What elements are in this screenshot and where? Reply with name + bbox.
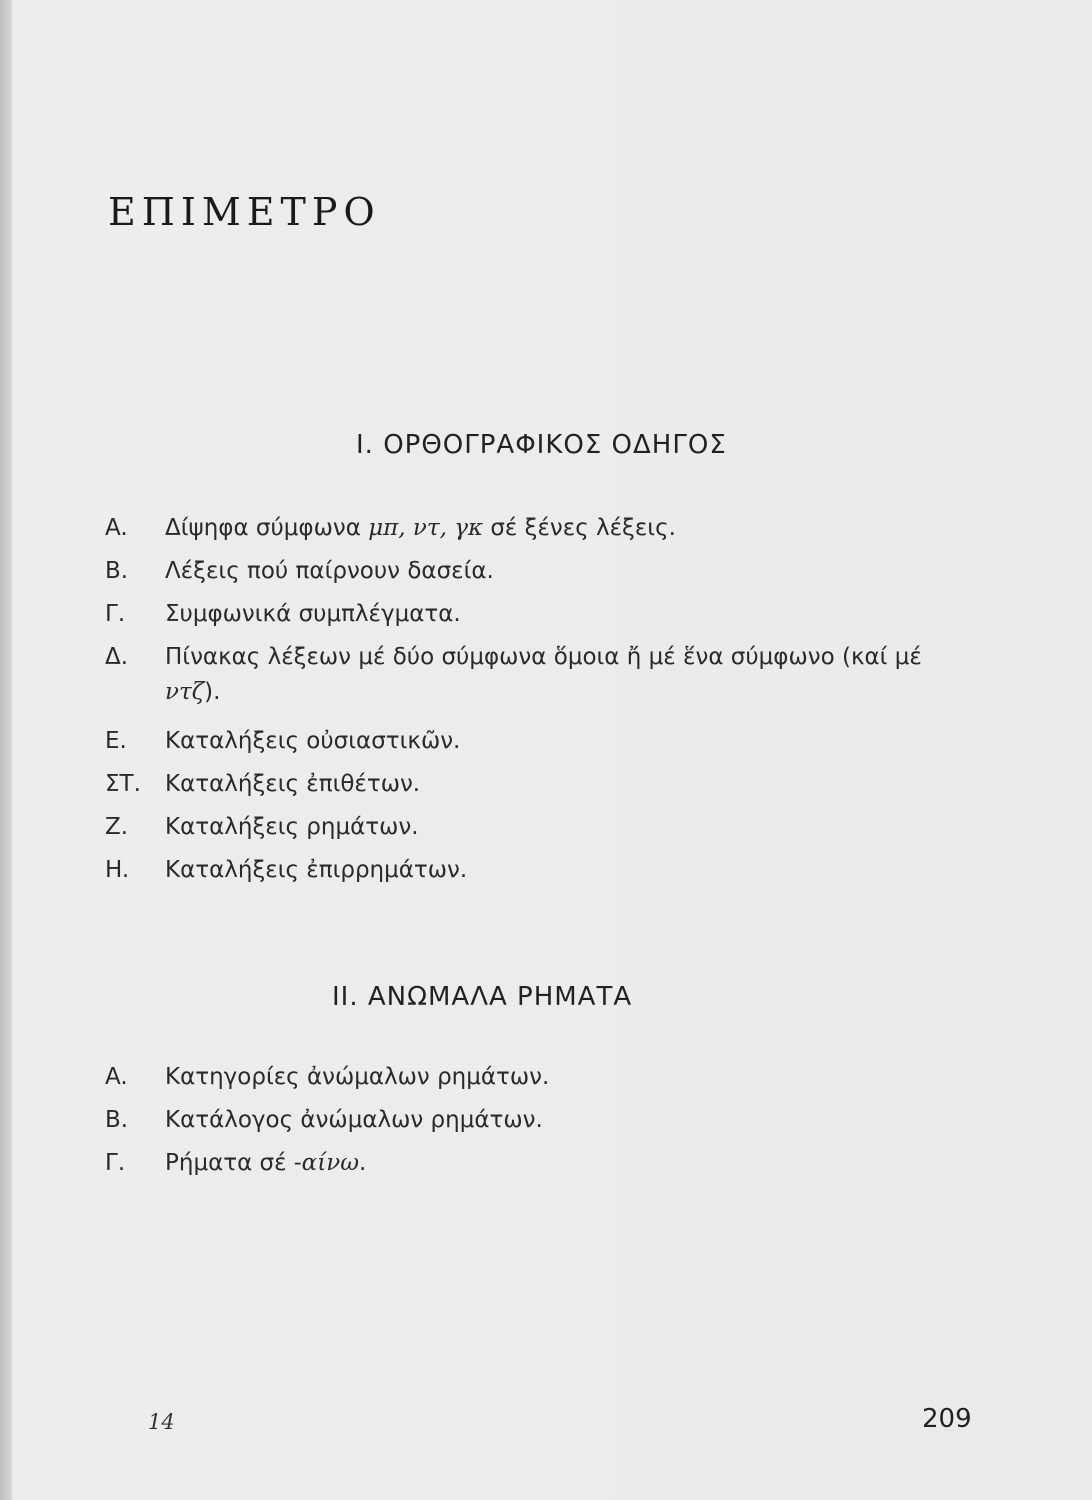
orthography-contents-list bbox=[105, 517, 925, 902]
list-item bbox=[105, 646, 925, 710]
list-item bbox=[105, 517, 925, 540]
irregular-verbs-contents-list bbox=[105, 1066, 925, 1195]
item-text: Καταλήξεις ἐπιθέτων. bbox=[165, 771, 421, 797]
item-letter: H. bbox=[105, 857, 130, 883]
list-item bbox=[105, 603, 925, 626]
item-letter: A. bbox=[105, 1064, 128, 1090]
section-heading-irregular-verbs: II. ΑΝΩΜΑΛΑ ΡΗΜΑΤΑ bbox=[332, 982, 633, 1012]
item-letter: A. bbox=[105, 515, 128, 541]
item-text: Δίψηφα σύμφωνα μπ, ντ, γκ σέ ξένες λέξεις. bbox=[165, 515, 676, 541]
item-text: Πίνακας λέξεων μέ δύο σύμφωνα ὅμοια ἤ μέ ἕνα σύμφωνο (καί μέ ντζ). bbox=[165, 644, 922, 705]
item-letter: Δ. bbox=[105, 644, 129, 670]
list-item bbox=[105, 816, 925, 839]
item-text: Καταλήξεις οὐσιαστικῶν. bbox=[165, 728, 461, 754]
item-letter: ΣΤ. bbox=[105, 771, 141, 797]
item-letter: B. bbox=[105, 558, 129, 584]
section-heading-orthography: I. ΟΡΘΟΓΡΑΦΙΚΟΣ ΟΔΗΓΟΣ bbox=[356, 430, 727, 460]
item-text: Καταλήξεις ρημάτων. bbox=[165, 814, 419, 840]
list-item bbox=[105, 1152, 925, 1175]
item-text: Ρήματα σέ -αίνω. bbox=[165, 1150, 367, 1176]
list-item bbox=[105, 773, 925, 796]
item-letter: Γ. bbox=[105, 1150, 126, 1176]
list-item bbox=[105, 1109, 925, 1132]
list-item bbox=[105, 859, 925, 882]
item-letter: E. bbox=[105, 728, 127, 754]
item-text: Λέξεις πού παίρνουν δασεία. bbox=[165, 558, 494, 584]
signature-mark: 14 bbox=[148, 1410, 175, 1434]
binding-edge bbox=[0, 0, 12, 1500]
item-letter: B. bbox=[105, 1107, 129, 1133]
item-text: Κατάλογος ἀνώμαλων ρημάτων. bbox=[165, 1107, 543, 1133]
list-item bbox=[105, 1066, 925, 1089]
page-number: 209 bbox=[922, 1404, 972, 1434]
item-text: Κατηγορίες ἀνώμαλων ρημάτων. bbox=[165, 1064, 550, 1090]
page-title: ΕΠΙΜΕΤΡΟ bbox=[108, 190, 381, 234]
list-item bbox=[105, 730, 925, 753]
item-letter: Γ. bbox=[105, 601, 126, 627]
item-text: Καταλήξεις ἐπιρρημάτων. bbox=[165, 857, 468, 883]
item-text: Συμφωνικά συμπλέγματα. bbox=[165, 601, 461, 627]
item-letter: Z. bbox=[105, 814, 129, 840]
list-item bbox=[105, 560, 925, 583]
